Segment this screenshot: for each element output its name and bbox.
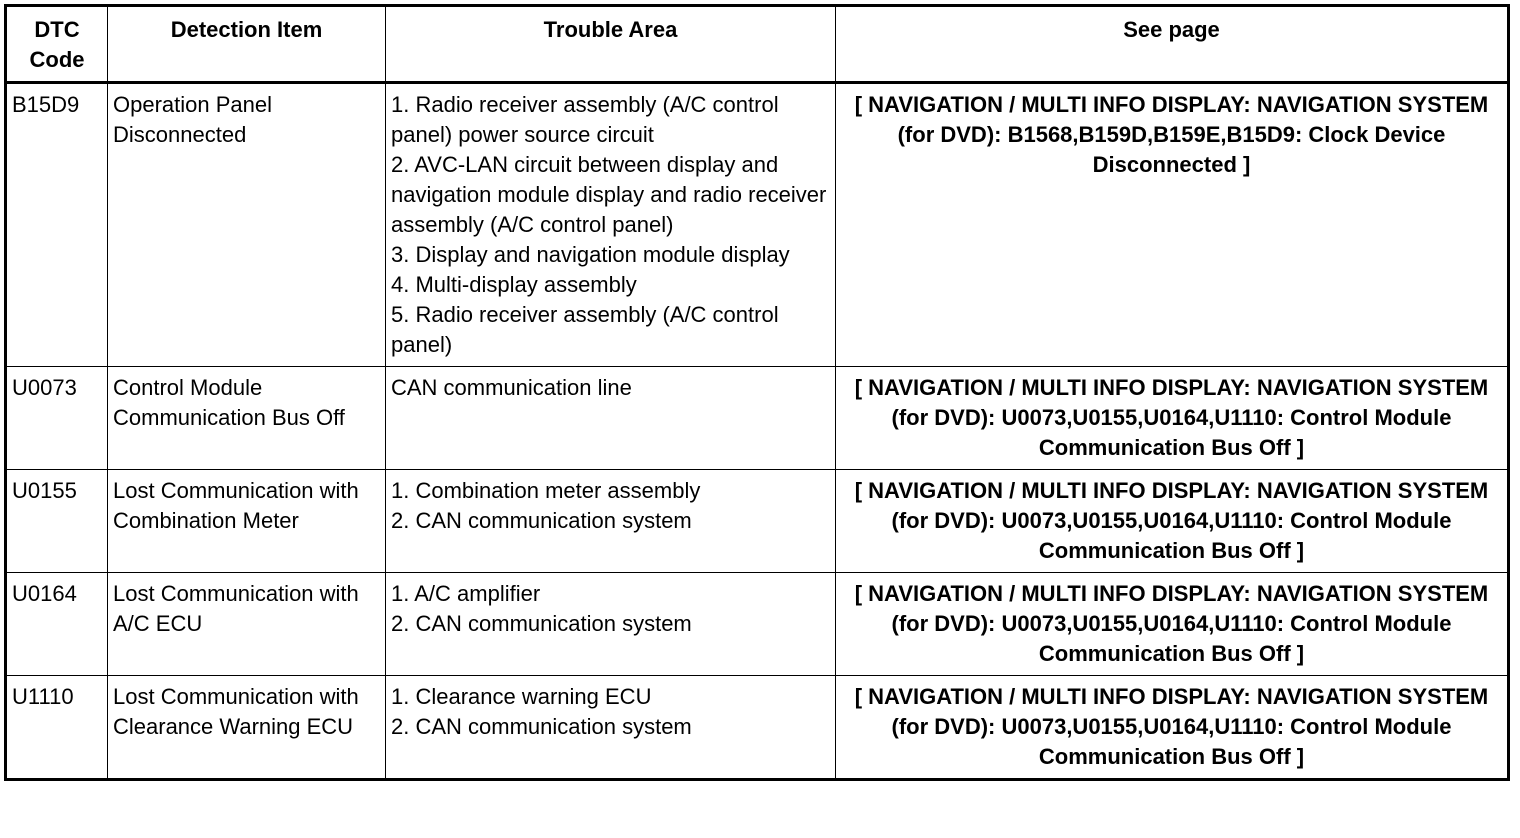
trouble-area-line: 4. Multi-display assembly	[391, 272, 637, 297]
trouble-area-line: 2. CAN communication system	[391, 508, 692, 533]
detection-item-cell: Lost Communication with Combination Meter	[108, 470, 386, 573]
dtc-table	[4, 4, 1510, 781]
see-page-link[interactable]: [ NAVIGATION / MULTI INFO DISPLAY: NAVIGATION SYSTEM (for DVD): U0073,U0155,U0164,U1110: Control Module Communication Bus Off ]	[836, 367, 1509, 470]
header-see-page: See page	[836, 6, 1509, 83]
table-row	[6, 573, 1509, 676]
header-row	[6, 6, 1509, 83]
trouble-area-line: 2. CAN communication system	[391, 714, 692, 739]
see-page-link[interactable]: [ NAVIGATION / MULTI INFO DISPLAY: NAVIGATION SYSTEM (for DVD): U0073,U0155,U0164,U1110: Control Module Communication Bus Off ]	[836, 573, 1509, 676]
table-row	[6, 367, 1509, 470]
trouble-area-cell	[386, 573, 836, 676]
see-page-link[interactable]: [ NAVIGATION / MULTI INFO DISPLAY: NAVIGATION SYSTEM (for DVD): B1568,B159D,B159E,B15D9: Clock Device Disconnected ]	[836, 83, 1509, 367]
trouble-area-line: 3. Display and navigation module display	[391, 242, 790, 267]
detection-item-cell: Lost Communication with A/C ECU	[108, 573, 386, 676]
header-trouble-area: Trouble Area	[386, 6, 836, 83]
table-row	[6, 470, 1509, 573]
trouble-area-line: 1. Clearance warning ECU	[391, 684, 652, 709]
trouble-area-line: 2. CAN communication system	[391, 611, 692, 636]
dtc-code-cell: U0155	[6, 470, 108, 573]
trouble-area-cell	[386, 470, 836, 573]
trouble-area-cell	[386, 367, 836, 470]
dtc-table-header	[6, 6, 1509, 83]
detection-item-cell: Control Module Communication Bus Off	[108, 367, 386, 470]
trouble-area-line: 5. Radio receiver assembly (A/C control panel)	[391, 302, 779, 357]
table-row	[6, 83, 1509, 367]
trouble-area-line: 1. Radio receiver assembly (A/C control panel) power source circuit	[391, 92, 779, 147]
detection-item-cell: Lost Communication with Clearance Warning ECU	[108, 676, 386, 780]
dtc-code-cell: B15D9	[6, 83, 108, 367]
trouble-area-cell	[386, 83, 836, 367]
dtc-code-cell: U1110	[6, 676, 108, 780]
see-page-link[interactable]: [ NAVIGATION / MULTI INFO DISPLAY: NAVIGATION SYSTEM (for DVD): U0073,U0155,U0164,U1110: Control Module Communication Bus Off ]	[836, 676, 1509, 780]
trouble-area-line: 2. AVC-LAN circuit between display and navigation module display and radio receiver assembly (A/C control panel)	[391, 152, 827, 237]
document-page	[4, 4, 1510, 781]
trouble-area-cell	[386, 676, 836, 780]
see-page-link[interactable]: [ NAVIGATION / MULTI INFO DISPLAY: NAVIGATION SYSTEM (for DVD): U0073,U0155,U0164,U1110: Control Module Communication Bus Off ]	[836, 470, 1509, 573]
header-dtc-code: DTC Code	[6, 6, 108, 83]
table-row	[6, 676, 1509, 780]
dtc-code-cell: U0164	[6, 573, 108, 676]
trouble-area-line: CAN communication line	[391, 375, 632, 400]
trouble-area-line: 1. Combination meter assembly	[391, 478, 701, 503]
header-detection-item: Detection Item	[108, 6, 386, 83]
detection-item-cell: Operation Panel Disconnected	[108, 83, 386, 367]
dtc-code-cell: U0073	[6, 367, 108, 470]
dtc-table-body	[6, 83, 1509, 780]
trouble-area-line: 1. A/C amplifier	[391, 581, 541, 606]
